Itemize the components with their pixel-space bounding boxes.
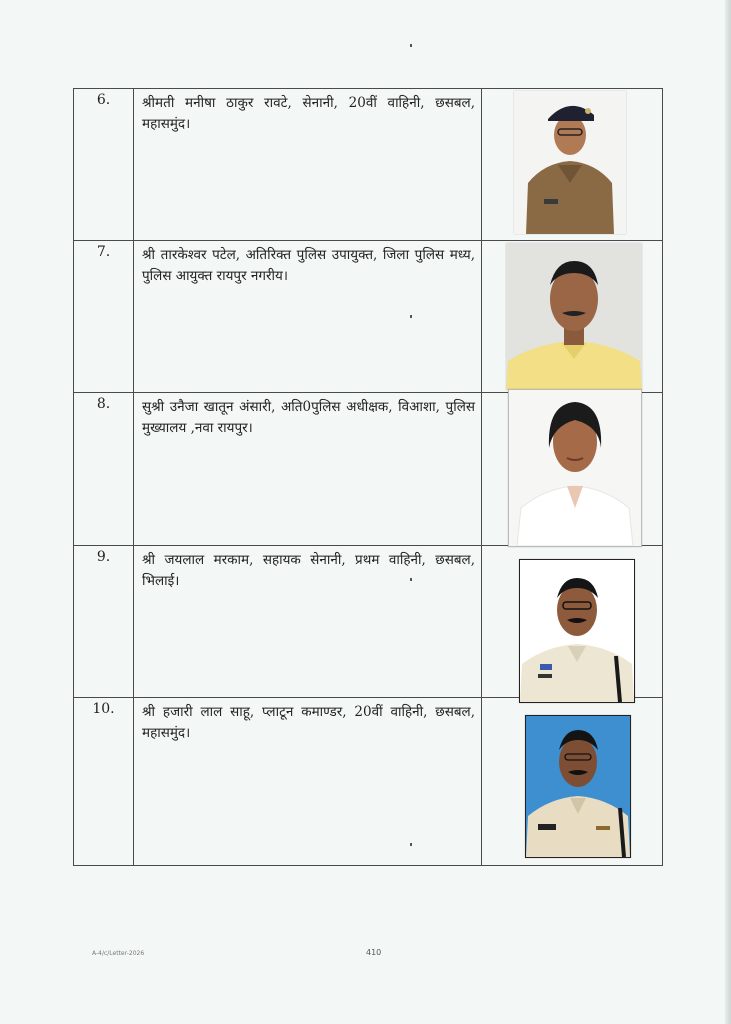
- scan-speck: [410, 44, 412, 47]
- recipient-description: श्री जयलाल मरकाम, सहायक सेनानी, प्रथम वाहिनी, छसबल, भिलाई।: [134, 546, 482, 698]
- photo-cell: [482, 89, 663, 241]
- page-number: 410: [366, 948, 382, 957]
- recipient-description: श्रीमती मनीषा ठाकुर रावटे, सेनानी, 20वीं वाहिनी, छसबल, महासमुंद।: [134, 89, 482, 241]
- scan-speck: [410, 315, 412, 318]
- table-row: [74, 89, 663, 241]
- footer-code: A-4/c/Letter-2026: [92, 950, 145, 957]
- photo-cell: [482, 393, 663, 546]
- recipient-description: श्री तारकेश्वर पटेल, अतिरिक्त पुलिस उपायुक्त, जिला पुलिस मध्य, पुलिस आयुक्त रायपुर नगरीय।: [134, 241, 482, 393]
- serial-number: 10.: [74, 698, 134, 866]
- serial-number: 8.: [74, 393, 134, 546]
- table-row: [74, 241, 663, 393]
- portrait-photo-icon: [525, 715, 631, 858]
- portrait-photo-icon: [508, 389, 642, 547]
- table-row: [74, 393, 663, 546]
- page-edge: [725, 0, 731, 1024]
- portrait-photo-icon: [506, 243, 642, 390]
- serial-number: 6.: [74, 89, 134, 241]
- awards-table: [73, 88, 663, 866]
- portrait-photo-icon: [514, 91, 626, 234]
- serial-number: 7.: [74, 241, 134, 393]
- photo-cell: [482, 698, 663, 866]
- serial-number: 9.: [74, 546, 134, 698]
- table-row: [74, 698, 663, 866]
- scan-speck: [410, 578, 412, 581]
- recipient-description: श्री हजारी लाल साहू, प्लाटून कमाण्डर, 20वीं वाहिनी, छसबल, महासमुंद।: [134, 698, 482, 866]
- photo-cell: [482, 546, 663, 698]
- table-row: [74, 546, 663, 698]
- portrait-photo-icon: [519, 559, 635, 703]
- photo-cell: [482, 241, 663, 393]
- scan-speck: [410, 843, 412, 846]
- recipient-description: सुश्री उनैजा खातून अंसारी, अति0पुलिस अधीक्षक, विआशा, पुलिस मुख्यालय ,नवा रायपुर।: [134, 393, 482, 546]
